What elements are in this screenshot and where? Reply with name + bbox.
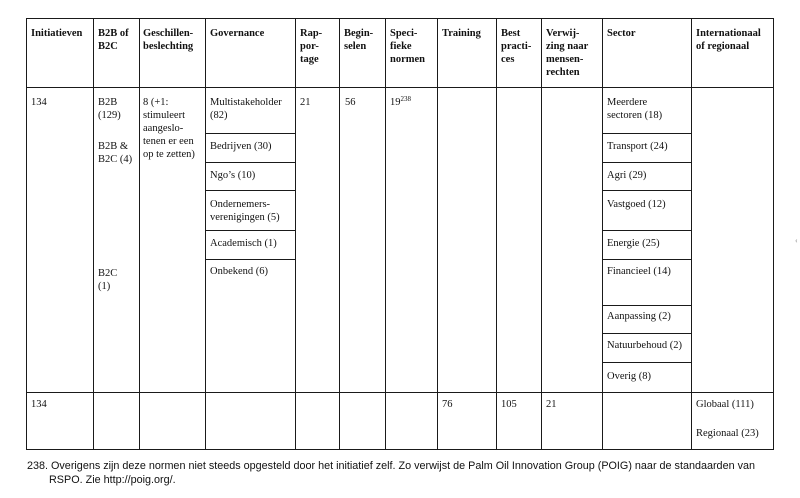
governance-ondernemers-line1: Ondernemers- — [210, 199, 271, 210]
header-beginselen-line2: selen — [344, 41, 367, 52]
header-b2b-line2: B2C — [98, 41, 118, 52]
header-rapportage-line1: Rap- — [300, 28, 323, 39]
row1-geschillen-line1: 8 (+1: — [143, 97, 169, 108]
row1-geschillen-line5: op te zetten) — [143, 149, 195, 160]
header-verwijzing-line4: rechten — [546, 67, 580, 78]
row2-best-practices: 105 — [501, 399, 517, 410]
col-line — [496, 18, 497, 450]
col-line — [602, 18, 603, 450]
header-rapportage-line2: por- — [300, 41, 319, 52]
footnote — [27, 459, 787, 487]
row1-geschillen-line2: stimuleert — [143, 110, 185, 121]
sector-aanpassing: Aanpassing (2) — [607, 311, 671, 322]
sector-divider — [602, 362, 691, 363]
intl-regionaal: Regionaal (23) — [696, 428, 759, 439]
col-line — [691, 18, 692, 450]
governance-bedrijven: Bedrijven (30) — [210, 141, 272, 152]
sector-divider — [602, 190, 691, 191]
col-line — [437, 18, 438, 450]
col-line — [93, 18, 94, 450]
sector-divider — [602, 259, 691, 260]
governance-academisch: Academisch (1) — [210, 238, 277, 249]
sector-divider — [602, 305, 691, 306]
governance-divider — [205, 162, 295, 163]
row1-normen — [390, 96, 411, 110]
governance-onbekend: Onbekend (6) — [210, 266, 269, 277]
footnote-ref: 238 — [400, 95, 411, 103]
col-line — [773, 18, 774, 450]
header-verwijzing-line1: Verwij- — [546, 28, 580, 39]
row1-b2b-line1: B2B — [98, 97, 118, 108]
sector-divider — [602, 333, 691, 334]
normen-value: 19 — [390, 97, 401, 108]
header-rapportage-line3: tage — [300, 54, 319, 65]
col-line — [26, 18, 27, 450]
header-geschillen-line1: Geschillen- — [143, 28, 194, 39]
intl-globaal: Globaal (111) — [696, 399, 754, 410]
governance-divider — [205, 259, 295, 260]
header-normen-line3: normen — [390, 54, 425, 65]
header-internationaal-line2: of regionaal — [696, 41, 750, 52]
sector-meerdere-line1: Meerdere — [607, 97, 648, 108]
row1-beginselen: 56 — [345, 97, 356, 108]
header-beginselen-line1: Begin- — [344, 28, 374, 39]
sector-financieel: Financieel (14) — [607, 266, 671, 277]
governance-ondernemers-line2: verenigingen (5) — [210, 212, 280, 223]
footnote-line2: RSPO. Zie http://poig.org/. — [49, 474, 176, 486]
sector-divider — [602, 162, 691, 163]
col-line — [295, 18, 296, 450]
header-b2b-line1: B2B of — [98, 28, 129, 39]
header-best-line3: ces — [501, 54, 515, 65]
sector-vastgoed: Vastgoed (12) — [607, 199, 666, 210]
sector-transport: Transport (24) — [607, 141, 668, 152]
col-line — [139, 18, 140, 450]
row1-b2c-line2: (1) — [98, 281, 111, 292]
header-verwijzing-line3: mensen- — [546, 54, 584, 65]
governance-multistakeholder-line1: Multistakeholder — [210, 97, 282, 108]
sector-divider — [602, 133, 691, 134]
governance-divider — [205, 230, 295, 231]
sector-energie: Energie (25) — [607, 238, 660, 249]
row1-b2b-line2: (129) — [98, 110, 121, 121]
header-initiatieven: Initiatieven — [31, 28, 83, 39]
row1-rapportage: 21 — [300, 97, 311, 108]
footnote-line1: 238. Overigens zijn deze normen niet steeds opgesteld door het initiatief zelf. Zo verwijst de Palm Oil Innovation Group (POIG) naar de standaarden van — [27, 460, 755, 472]
row1-b2c-line1: B2C — [98, 268, 118, 279]
sector-meerdere-line2: sectoren (18) — [607, 110, 663, 121]
header-normen-line2: fieke — [390, 41, 412, 52]
row2-initiatieven: 134 — [31, 399, 47, 410]
header-sector: Sector — [607, 28, 636, 39]
header-best-line1: Best — [501, 28, 521, 39]
row2-verwijzing: 21 — [546, 399, 557, 410]
header-verwijzing-line2: zing naar — [546, 41, 589, 52]
governance-divider — [205, 190, 295, 191]
col-line — [339, 18, 340, 450]
header-governance: Governance — [210, 28, 265, 39]
page-edge-mark: ‹ — [795, 236, 798, 245]
row1-geschillen-line4: tenen er een — [143, 136, 194, 147]
header-training: Training — [442, 28, 481, 39]
governance-multistakeholder-line2: (82) — [210, 110, 228, 121]
header-geschillen-line2: beslechting — [143, 41, 194, 52]
row1-geschillen-line3: aangeslo- — [143, 123, 184, 134]
col-line — [205, 18, 206, 450]
header-best-line2: practi- — [501, 41, 532, 52]
row1-initiatieven: 134 — [31, 97, 47, 108]
governance-divider — [205, 133, 295, 134]
sector-overig: Overig (8) — [607, 371, 652, 382]
header-internationaal-line1: Internationaal — [696, 28, 761, 39]
sector-divider — [602, 230, 691, 231]
governance-ngos: Ngo’s (10) — [210, 170, 256, 181]
sector-natuurbehoud: Natuurbehoud (2) — [607, 340, 682, 351]
col-line — [385, 18, 386, 450]
sector-agri: Agri (29) — [607, 170, 647, 181]
row1-b2b-b2c-line2: B2C (4) — [98, 154, 133, 165]
col-line — [541, 18, 542, 450]
row1-b2b-b2c-line1: B2B & — [98, 141, 129, 152]
row2-training: 76 — [442, 399, 453, 410]
header-normen-line1: Speci- — [390, 28, 418, 39]
